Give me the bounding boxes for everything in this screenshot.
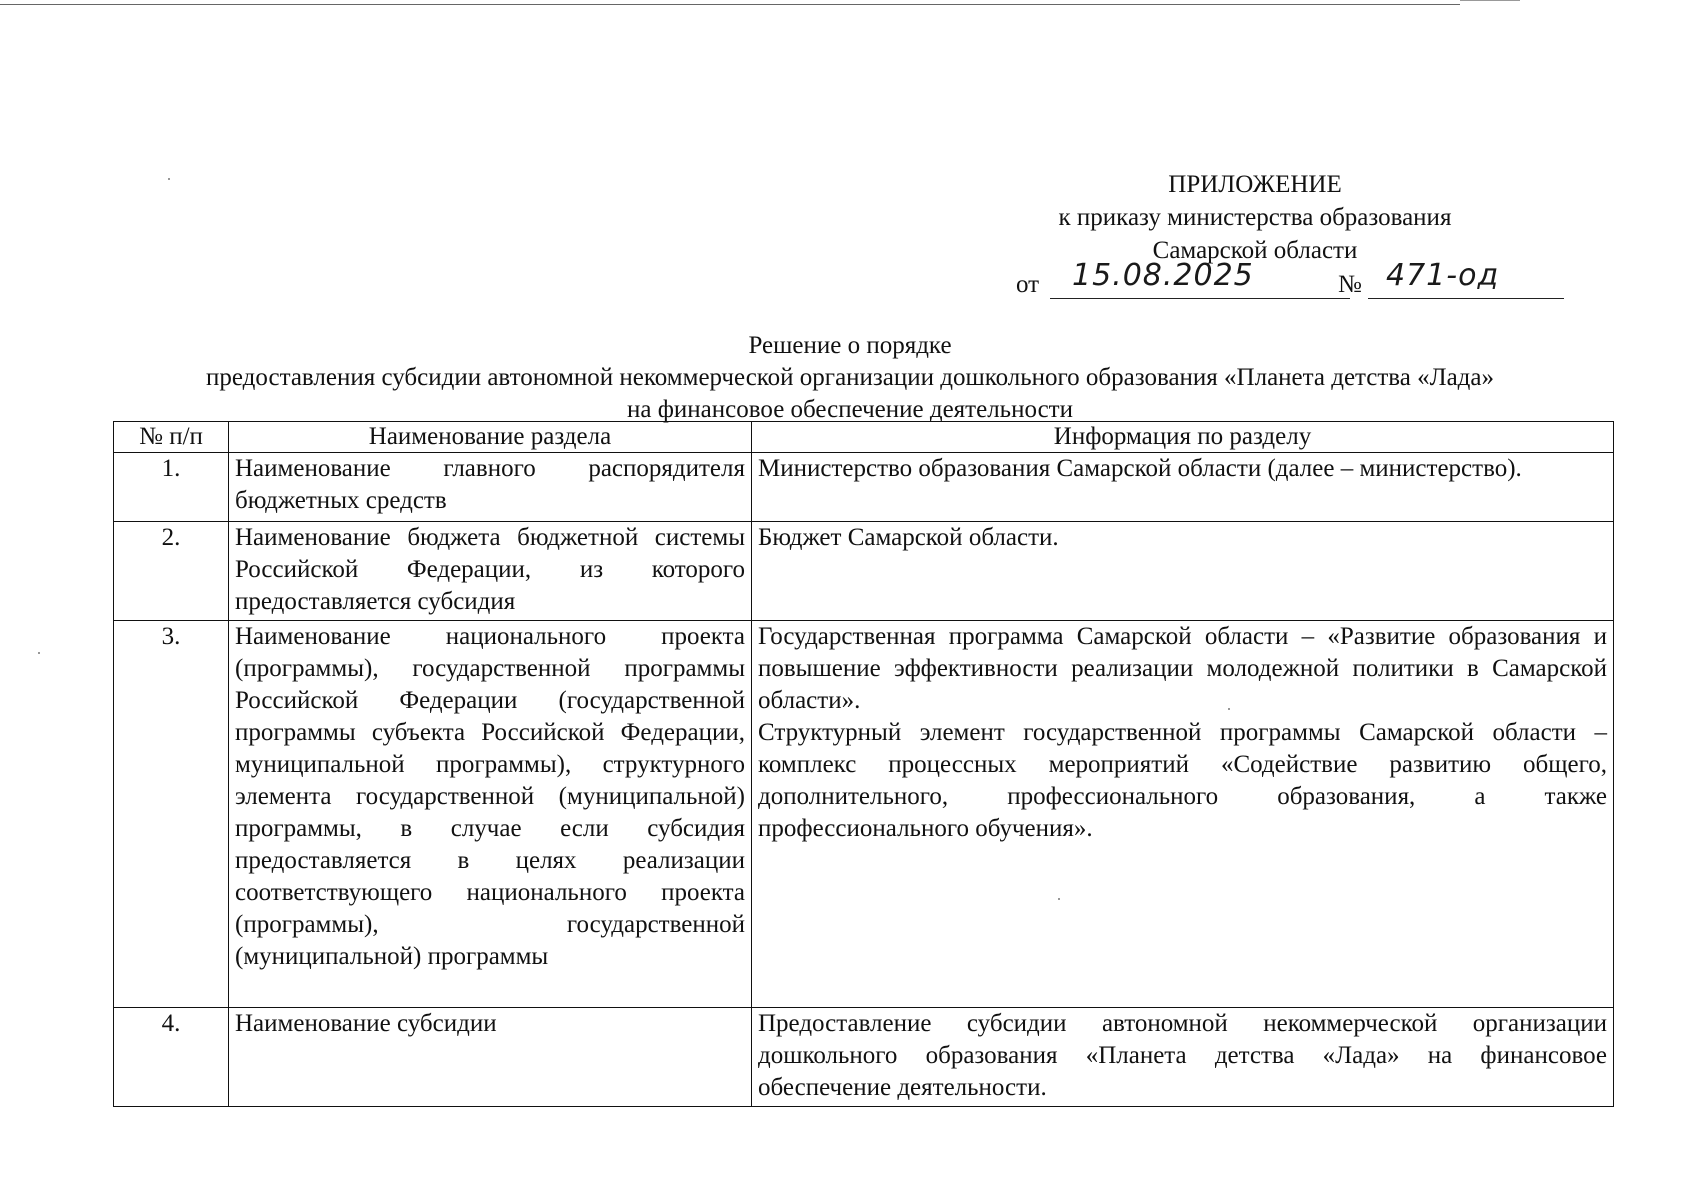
annex-region-line: Самарской области bbox=[1152, 237, 1358, 264]
scan-speck bbox=[168, 178, 170, 180]
header-number: № п/п bbox=[114, 422, 229, 453]
row-number: 3. bbox=[114, 621, 229, 1008]
row-section-info bbox=[752, 522, 1614, 621]
table-row bbox=[114, 1008, 1614, 1107]
number-field bbox=[1368, 258, 1564, 299]
annex-title: ПРИЛОЖЕНИЕ bbox=[1168, 171, 1342, 198]
info-paragraph: Государственная программа Самарской области – «Развитие образования и повышение эффективности реализации молодежной политики в Самарской области». bbox=[758, 623, 1607, 714]
title-line-3: на финансовое обеспечение деятельности bbox=[627, 396, 1073, 423]
row-section-info bbox=[752, 1008, 1614, 1107]
row-number: 2. bbox=[114, 522, 229, 621]
scan-speck bbox=[38, 652, 40, 654]
number-label: № bbox=[1338, 271, 1362, 298]
table-row bbox=[114, 522, 1614, 621]
table-row bbox=[114, 621, 1614, 1008]
row-section-info bbox=[752, 453, 1614, 522]
info-paragraph: Структурный элемент государственной программы Самарской области – комплекс процессных мероприятий «Содействие развитию общего, дополнительного, профессионального образования, а также профессионального обучения». bbox=[758, 719, 1607, 842]
table-row bbox=[114, 453, 1614, 522]
handwritten-number: 471-од bbox=[1386, 258, 1500, 293]
date-label: от bbox=[1016, 271, 1040, 298]
annex-order-line: к приказу министерства образования bbox=[1058, 204, 1452, 231]
row-section-name: Наименование бюджета бюджетной системы Российской Федерации, из которого предоставляется субсидия bbox=[229, 522, 752, 621]
row-section-info bbox=[752, 621, 1614, 1008]
annex-header bbox=[1020, 168, 1490, 267]
order-date-number-row bbox=[1016, 258, 1546, 302]
info-paragraph: Министерство образования Самарской области (далее – министерство). bbox=[758, 455, 1522, 482]
info-paragraph: Бюджет Самарской области. bbox=[758, 524, 1059, 551]
row-section-name: Наименование главного распорядителя бюджетных средств bbox=[229, 453, 752, 522]
subsidy-info-table bbox=[113, 421, 1614, 1107]
row-number: 1. bbox=[114, 453, 229, 522]
date-field bbox=[1050, 258, 1350, 299]
handwritten-date: 15.08.2025 bbox=[1072, 258, 1254, 293]
row-number: 4. bbox=[114, 1008, 229, 1107]
title-line-2: предоставления субсидии автономной некоммерческой организации дошкольного образования «Планета детства «Лада» bbox=[206, 364, 1494, 391]
row-section-name: Наименование субсидии bbox=[229, 1008, 752, 1107]
scan-edge-line bbox=[0, 4, 1460, 5]
title-line-1: Решение о порядке bbox=[748, 332, 952, 359]
info-paragraph: Предоставление субсидии автономной некоммерческой организации дошкольного образования «Планета детства «Лада» на финансовое обеспечение деятельности. bbox=[758, 1010, 1607, 1101]
header-section-name: Наименование раздела bbox=[229, 422, 752, 453]
scan-edge-line-2 bbox=[1460, 0, 1520, 1]
table-header-row bbox=[114, 422, 1614, 453]
header-section-info: Информация по разделу bbox=[752, 422, 1614, 453]
document-title bbox=[100, 330, 1600, 426]
row-section-name: Наименование национального проекта (программы), государственной программы Российской Федерации (государственной программы субъекта Российской Федерации, муниципальной программы), структурного элемента государственной (муниципальной) программы, в случае если субсидия предоставляется в целях реализации соответствующего национального проекта (программы), государственной (муниципальной) программы bbox=[229, 621, 752, 1008]
